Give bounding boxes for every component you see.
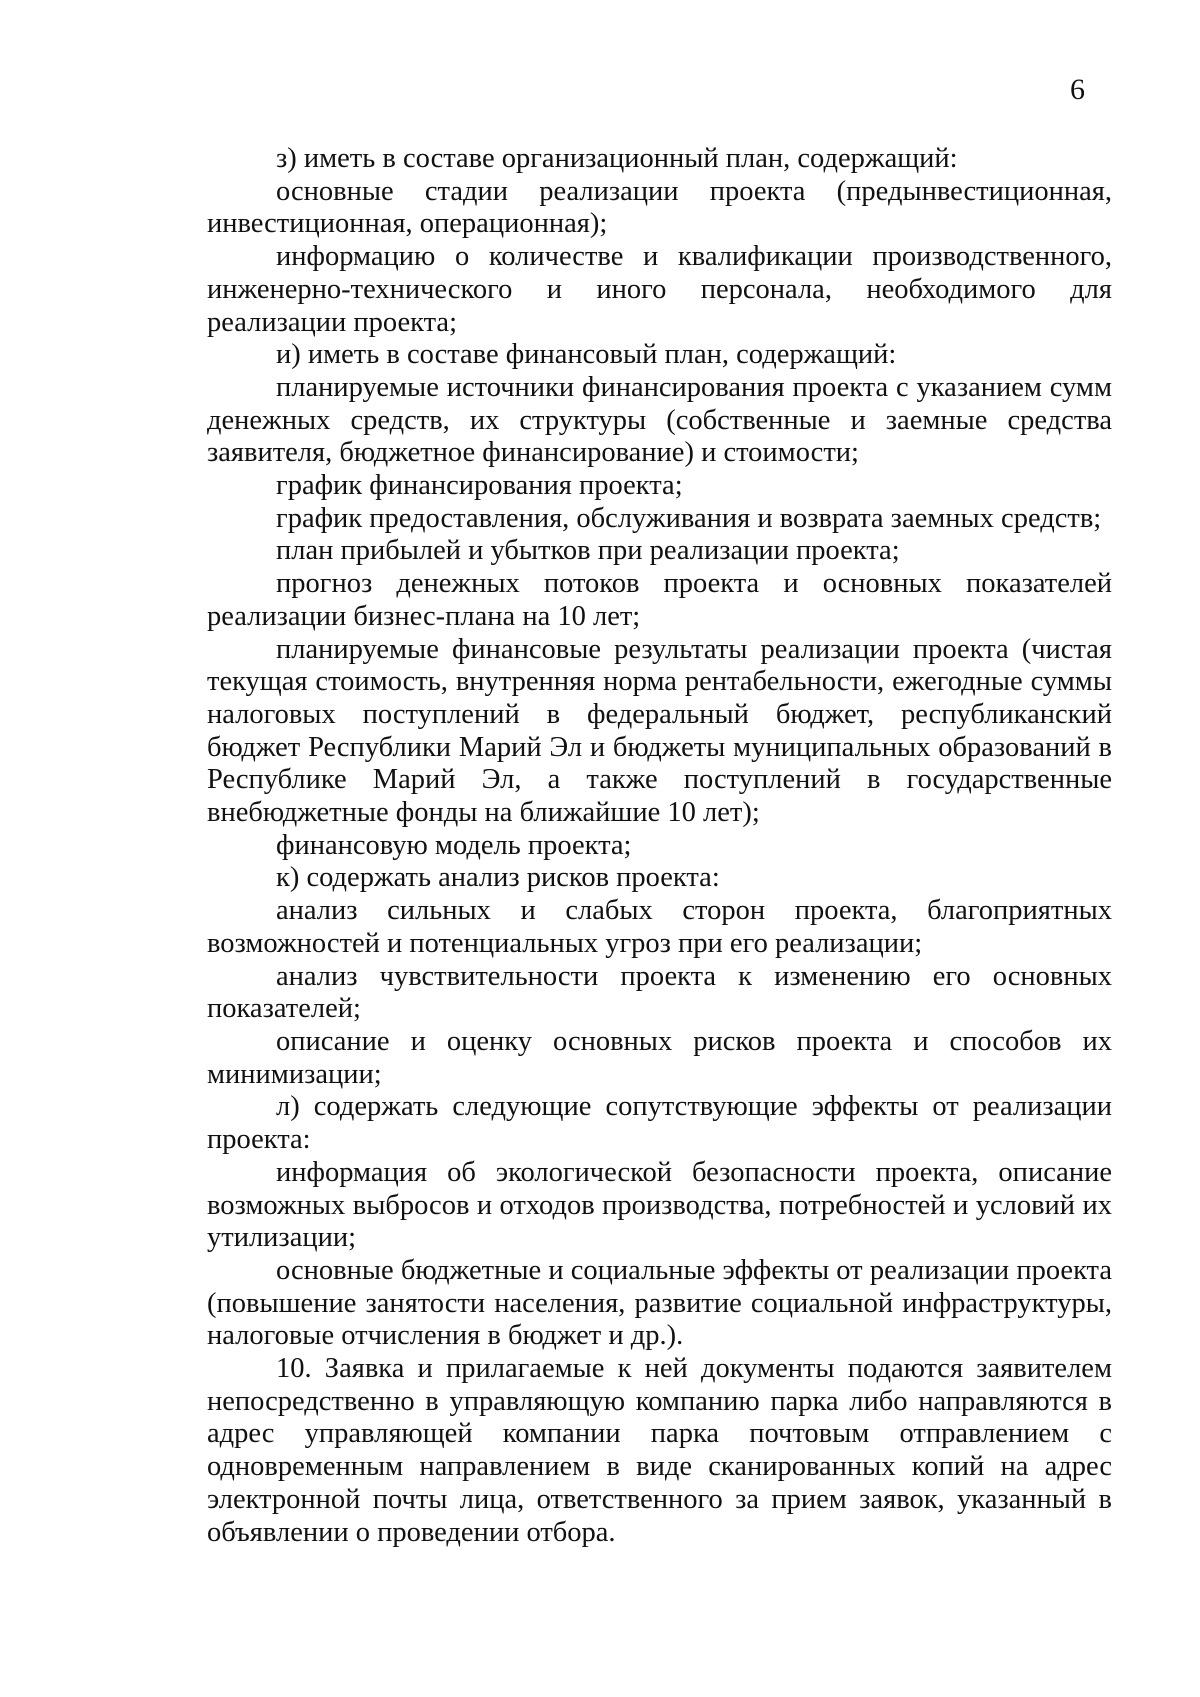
paragraph: график финансирования проекта; [276, 470, 683, 502]
paragraph: л) содержать следующие сопутствующие эффекты от реализации проекта: [207, 1091, 1112, 1156]
paragraph: информацию о количестве и квалификации производственного, инженерно-технического и иного персонала, необходимого для реализации проекта; [207, 241, 1112, 338]
paragraph: основные стадии реализации проекта (предынвестиционная, инвестиционная, операционная); [207, 175, 1112, 240]
paragraph: и) иметь в составе финансовый план, содержащий: [276, 339, 897, 371]
paragraph: прогноз денежных потоков проекта и основных показателей реализации бизнес-плана на 10 лет; [207, 568, 1112, 632]
paragraph: анализ чувствительности проекта к изменению его основных показателей; [207, 960, 1112, 1025]
paragraph: к) содержать анализ рисков проекта: [276, 862, 720, 894]
paragraph: описание и оценку основных рисков проекта и способов их минимизации; [207, 1025, 1112, 1090]
page-number: 6 [1070, 73, 1085, 106]
paragraph: анализ сильных и слабых сторон проекта, благоприятных возможностей и потенциальных угроз при его реализации; [207, 895, 1112, 959]
paragraph: планируемые источники финансирования проекта с указанием сумм денежных средств, их структуры (собственные и заемные средства заявителя, бюджетное финансирование) и стоимости; [207, 371, 1112, 469]
document-body [207, 143, 1112, 1549]
paragraph: финансовую модель проекта; [276, 829, 632, 861]
paragraph: план прибылей и убытков при реализации проекта; [276, 535, 900, 567]
paragraph: информация об экологической безопасности проекта, описание возможных выбросов и отходов производства, потребностей и условий их утилизации; [207, 1156, 1112, 1254]
paragraph: 10. Заявка и прилагаемые к ней документы подаются заявителем непосредственно в управляющую компанию парка либо направляются в адрес управляющей компании парка почтовым отправлением с одновременным направлением в виде сканированных копий на адрес электронной почты лица, ответственного за прием заявок, указанный в объявлении о проведении отбора. [207, 1353, 1112, 1548]
paragraph: з) иметь в составе организационный план, содержащий: [276, 143, 958, 174]
paragraph: график предоставления, обслуживания и возврата заемных средств; [276, 502, 1102, 534]
paragraph: основные бюджетные и социальные эффекты от реализации проекта (повышение занятости населения, развитие социальной инфраструктуры, налоговые отчисления в бюджет и др.). [207, 1254, 1112, 1352]
paragraph: планируемые финансовые результаты реализации проекта (чистая текущая стоимость, внутренняя норма рентабельности, ежегодные суммы налоговых поступлений в федеральный бюджет, республиканский бюджет Республики Марий Эл и бюджеты муниципальных образований в Республике Марий Эл, а также поступлений в государственные внебюджетные фонды на ближайшие 10 лет); [207, 633, 1112, 829]
